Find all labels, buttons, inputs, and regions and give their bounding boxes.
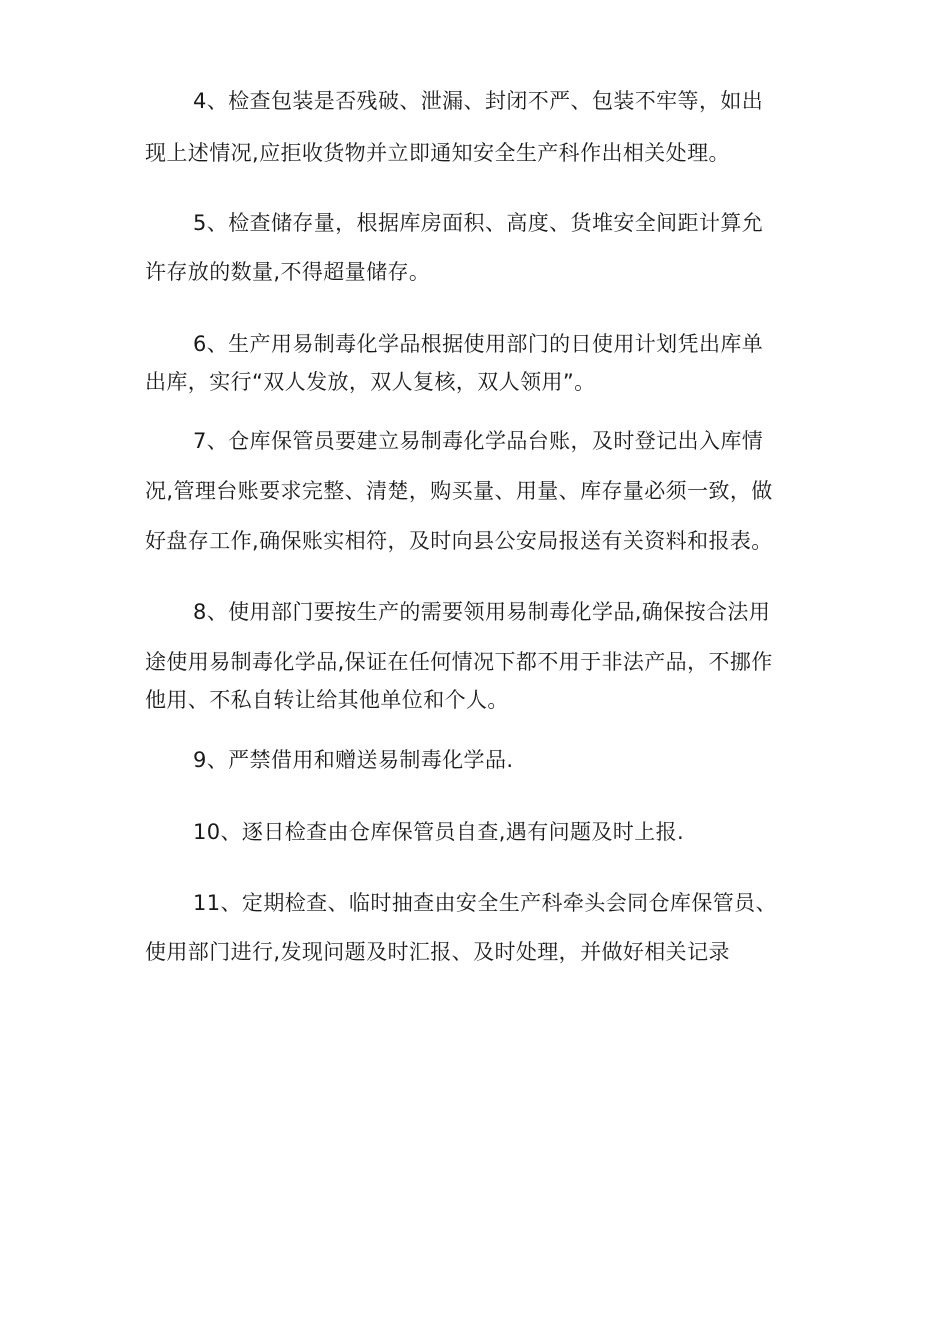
item-8-line-3: 他用、不私自转让给其他单位和个人。 [145,688,509,712]
item-5-line-2: 许存放的数量,不得超量储存。 [145,260,431,284]
item-4-line-1: 4、检查包装是否残破、泄漏、封闭不严、包装不牢等，如出 [193,89,764,113]
item-7-line-1: 7、仓库保管员要建立易制毒化学品台账，及时登记出入库情 [193,429,764,453]
item-9-line-1: 9、严禁借用和赠送易制毒化学品. [193,748,514,772]
item-10-line-1: 10、逐日检查由仓库保管员自查,遇有问题及时上报. [193,820,685,844]
item-5-line-1: 5、检查储存量，根据库房面积、高度、货堆安全间距计算允 [193,211,764,235]
item-11-line-1: 11、定期检查、临时抽查由安全生产科牵头会同仓库保管员、 [193,891,777,915]
item-4-line-2: 现上述情况,应拒收货物并立即通知安全生产科作出相关处理。 [145,141,730,165]
item-8-line-2: 途使用易制毒化学品,保证在任何情况下都不用于非法产品，不挪作 [145,650,773,674]
item-6-line-1: 6、生产用易制毒化学品根据使用部门的日使用计划凭出库单 [193,332,764,356]
item-8-line-1: 8、使用部门要按生产的需要领用易制毒化学品,确保按合法用 [193,600,771,624]
item-7-line-3: 好盘存工作,确保账实相符，及时向县公安局报送有关资料和报表。 [145,529,773,553]
item-6-line-2: 出库，实行“双人发放，双人复核，双人领用”。 [145,370,596,394]
item-7-line-2: 况,管理台账要求完整、清楚，购买量、用量、库存量必须一致，做 [145,479,773,503]
item-11-line-2: 使用部门进行,发现问题及时汇报、及时处理，并做好相关记录 [145,940,730,964]
